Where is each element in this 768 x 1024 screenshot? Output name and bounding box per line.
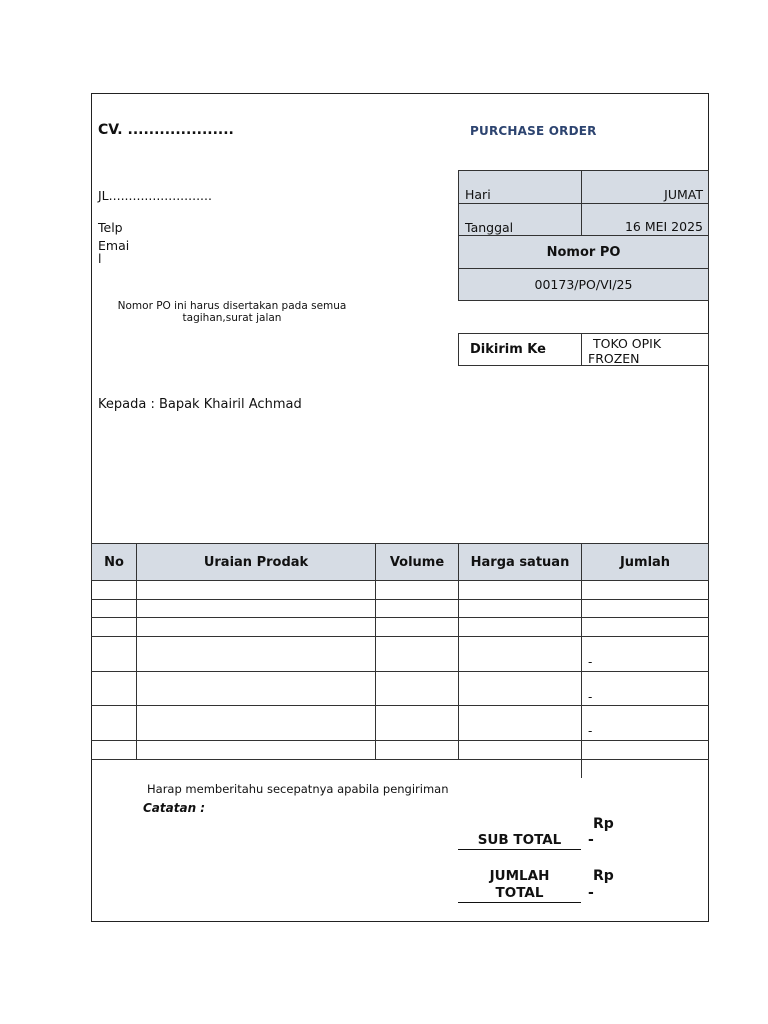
table-row [91,636,709,637]
col-header-no: No [91,543,137,581]
dikirim-value-line2: FROZEN [588,351,640,366]
jumlah-total-label-line2: TOTAL [495,885,544,901]
col-header-uraian: Uraian Prodak [136,543,376,581]
table-row [91,617,709,618]
col-header-jumlah: Jumlah [581,543,709,581]
address-line: JL.......................... [98,188,212,203]
tanggal-label: Tanggal [465,220,514,235]
jumlah-cell-value: - [588,690,593,704]
jumlah-total-value: - [588,885,594,901]
jumlah-total-currency: Rp [593,868,614,884]
jumlah-cell-value: - [588,724,593,738]
company-name: CV. .................... [98,122,234,138]
tanggal-value-cell [581,203,709,236]
dikirim-value-cell [581,333,709,366]
col-header-volume: Volume [375,543,459,581]
column-divider [136,580,137,759]
jumlah-total-label-line1: JUMLAH [489,868,550,884]
column-divider [375,580,376,759]
nomor-po-label-cell [458,235,709,269]
nomor-po-label: Nomor PO [546,244,621,260]
hari-label: Hari [465,187,491,202]
hari-label-cell [458,170,582,204]
table-row [91,671,709,672]
table-row [91,759,709,760]
column-divider [581,580,582,778]
catatan-label: Catatan : [143,801,206,815]
recipient: Kepada : Bapak Khairil Achmad [98,397,302,412]
nomor-po-value-cell [458,268,709,301]
column-divider [458,580,459,759]
table-row [91,599,709,600]
po-note: Nomor PO ini harus disertakan pada semua tagihan,surat jalan [117,300,347,324]
hari-value: JUMAT [664,187,703,202]
email-label-part1: Emai [98,238,130,253]
subtotal-value: - [588,832,594,848]
jumlah-total-underline [458,902,581,903]
tanggal-value: 16 MEI 2025 [624,219,703,234]
dikirim-label: Dikirim Ke [470,342,546,357]
subtotal-currency: Rp [593,816,614,832]
email-label-part2: l [98,251,102,266]
hari-value-cell [581,170,709,204]
table-row [91,705,709,706]
jumlah-cell-value: - [588,655,593,669]
delivery-notice: Harap memberitahu secepatnya apabila pengiriman [147,782,449,796]
nomor-po-value: 00173/PO/VI/25 [534,277,633,292]
table-row [91,740,709,741]
document-title: PURCHASE ORDER [470,124,597,138]
col-header-harga: Harga satuan [458,543,582,581]
dikirim-value-line1: TOKO OPIK [593,336,662,351]
dikirim-label-cell [458,333,582,366]
telp-label: Telp [98,220,123,235]
tanggal-label-cell [458,203,582,236]
subtotal-label: SUB TOTAL [477,832,562,848]
subtotal-underline [458,849,581,850]
